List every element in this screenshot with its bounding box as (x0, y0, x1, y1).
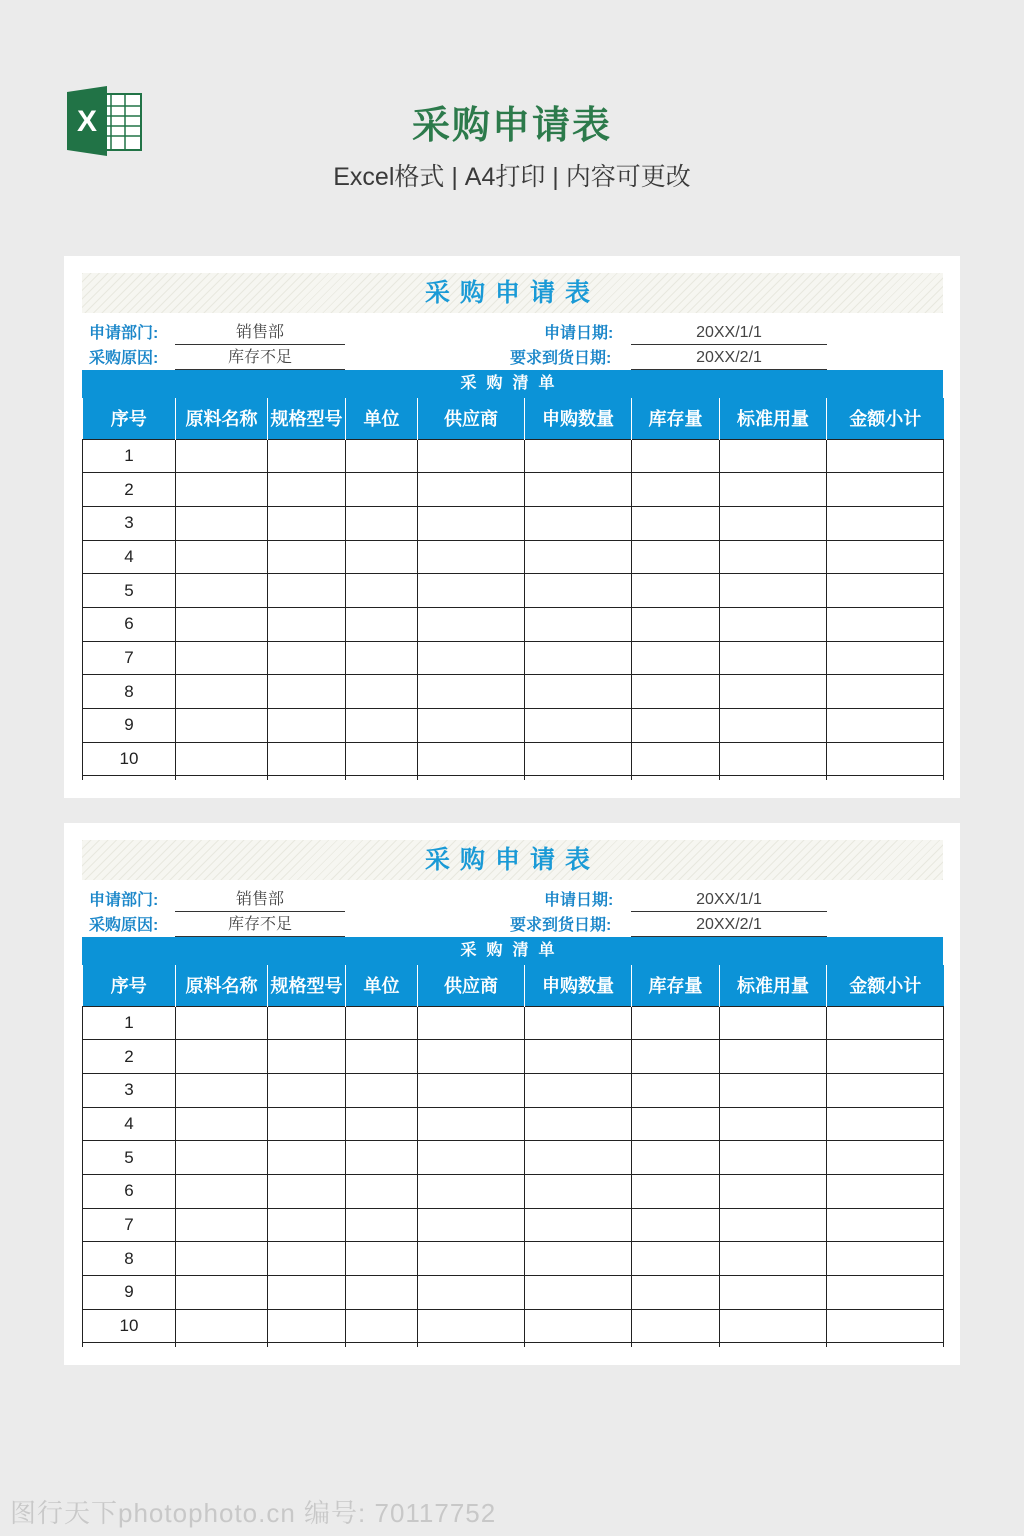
table-cell[interactable] (525, 1276, 632, 1310)
table-cell[interactable] (346, 742, 418, 776)
watermark: 图行天下photophoto.cn 编号: 70117752 (10, 1498, 497, 1528)
column-header: 库存量 (632, 965, 720, 1006)
table-cell[interactable] (268, 1107, 346, 1141)
table-cell[interactable] (346, 574, 418, 608)
table-cell[interactable] (418, 1141, 525, 1175)
table-cell[interactable] (418, 1309, 525, 1343)
page-title: 采购申请表 (411, 105, 612, 147)
column-header: 申购数量 (525, 965, 632, 1006)
table-cell[interactable] (346, 709, 418, 743)
table-cell[interactable] (176, 540, 268, 574)
table-row (83, 1208, 944, 1242)
table-cell (720, 1343, 827, 1347)
sheet-preview-1 (64, 256, 960, 798)
table-cell[interactable] (525, 641, 632, 675)
purchase-table (82, 398, 944, 780)
table-cell[interactable] (176, 709, 268, 743)
table-cell[interactable] (268, 1309, 346, 1343)
table-cell[interactable] (720, 1242, 827, 1276)
table-cell[interactable] (632, 1040, 720, 1074)
table-cell[interactable] (176, 506, 268, 540)
table-cell[interactable] (268, 1040, 346, 1074)
table-row-stub (83, 1343, 944, 1347)
due-date-value: 20XX/2/1 (631, 348, 827, 370)
row-number-cell[interactable]: 5 (83, 1141, 176, 1175)
table-cell[interactable] (418, 1174, 525, 1208)
reason-value: 库存不足 (175, 915, 345, 937)
table-row (83, 439, 944, 473)
row-number-cell[interactable]: 8 (83, 675, 176, 709)
table-cell[interactable] (418, 1242, 525, 1276)
table-cell[interactable] (525, 709, 632, 743)
table-cell[interactable] (720, 574, 827, 608)
reason-label: 采购原因: (89, 917, 159, 934)
table-cell (268, 776, 346, 780)
date-label: 申请日期: (544, 325, 614, 342)
table-cell[interactable] (176, 1040, 268, 1074)
dept-value: 销售部 (175, 323, 345, 345)
column-header: 库存量 (632, 398, 720, 439)
table-cell[interactable] (720, 742, 827, 776)
table-cell[interactable] (827, 574, 944, 608)
table-cell[interactable] (720, 709, 827, 743)
table-cell (176, 776, 268, 780)
column-header: 标准用量 (720, 965, 827, 1006)
table-cell[interactable] (176, 1174, 268, 1208)
table-cell[interactable] (525, 1006, 632, 1040)
table-cell[interactable] (827, 540, 944, 574)
table-cell[interactable] (827, 675, 944, 709)
table-cell[interactable] (632, 506, 720, 540)
table-cell[interactable] (632, 1242, 720, 1276)
column-header: 供应商 (418, 965, 525, 1006)
table-cell[interactable] (418, 1006, 525, 1040)
table-row (83, 540, 944, 574)
table-cell[interactable] (632, 473, 720, 507)
table-cell[interactable] (525, 675, 632, 709)
table-cell[interactable] (827, 709, 944, 743)
table-cell[interactable] (268, 439, 346, 473)
table-cell[interactable] (720, 1276, 827, 1310)
table-cell[interactable] (176, 1141, 268, 1175)
table-cell[interactable] (720, 540, 827, 574)
row-number-cell[interactable]: 2 (83, 473, 176, 507)
table-cell[interactable] (418, 742, 525, 776)
table-cell[interactable] (632, 540, 720, 574)
table-cell[interactable] (525, 473, 632, 507)
table-cell[interactable] (525, 1309, 632, 1343)
table-cell[interactable] (268, 540, 346, 574)
dept-label: 申请部门: (89, 325, 159, 342)
row-number-cell[interactable]: 10 (83, 742, 176, 776)
table-cell[interactable] (720, 1040, 827, 1074)
table-cell[interactable] (525, 1107, 632, 1141)
table-cell[interactable] (176, 742, 268, 776)
table-row (83, 1073, 944, 1107)
table-cell[interactable] (827, 439, 944, 473)
column-header: 规格型号 (268, 965, 346, 1006)
table-cell[interactable] (346, 540, 418, 574)
table-cell[interactable] (525, 1174, 632, 1208)
table-cell[interactable] (525, 506, 632, 540)
row-number-cell[interactable]: 1 (83, 439, 176, 473)
table-row-stub (83, 776, 944, 780)
table-cell[interactable] (346, 1208, 418, 1242)
table-cell[interactable] (525, 1073, 632, 1107)
table-cell[interactable] (176, 1276, 268, 1310)
table-cell[interactable] (176, 439, 268, 473)
list-title: 采购清单 (82, 937, 943, 965)
table-cell[interactable] (268, 473, 346, 507)
table-cell[interactable] (720, 1073, 827, 1107)
column-header: 序号 (83, 398, 176, 439)
table-cell[interactable] (827, 1107, 944, 1141)
table-cell (632, 1343, 720, 1347)
table-cell[interactable] (268, 506, 346, 540)
table-cell[interactable] (632, 641, 720, 675)
table-cell[interactable] (268, 1006, 346, 1040)
table-cell[interactable] (346, 473, 418, 507)
table-cell[interactable] (418, 709, 525, 743)
sheet-title: 采购申请表 (82, 273, 943, 313)
table-cell (268, 1343, 346, 1347)
table-cell[interactable] (268, 709, 346, 743)
table-cell[interactable] (720, 1006, 827, 1040)
table-cell[interactable] (268, 1073, 346, 1107)
table-cell[interactable] (176, 675, 268, 709)
table-row (83, 1174, 944, 1208)
row-number-cell[interactable]: 3 (83, 1073, 176, 1107)
table-cell[interactable] (632, 439, 720, 473)
sheet-title: 采购申请表 (82, 840, 943, 880)
row-number-cell[interactable]: 7 (83, 1208, 176, 1242)
row-number-cell[interactable]: 6 (83, 1174, 176, 1208)
table-cell[interactable] (418, 540, 525, 574)
table-cell[interactable] (346, 641, 418, 675)
table-cell[interactable] (827, 1040, 944, 1074)
table-cell[interactable] (827, 1242, 944, 1276)
row-number-cell[interactable]: 5 (83, 574, 176, 608)
row-number-cell[interactable]: 2 (83, 1040, 176, 1074)
table-cell[interactable] (176, 641, 268, 675)
table-cell[interactable] (827, 641, 944, 675)
column-header: 序号 (83, 965, 176, 1006)
table-cell[interactable] (176, 1309, 268, 1343)
list-title: 采购清单 (82, 370, 943, 398)
table-cell[interactable] (827, 473, 944, 507)
table-cell (418, 776, 525, 780)
table-cell[interactable] (346, 1107, 418, 1141)
table-cell[interactable] (525, 1040, 632, 1074)
dept-value: 销售部 (175, 890, 345, 912)
date-label: 申请日期: (544, 892, 614, 909)
table-cell[interactable] (268, 675, 346, 709)
table-cell[interactable] (632, 1309, 720, 1343)
date-value: 20XX/1/1 (631, 323, 827, 345)
table-cell[interactable] (827, 1174, 944, 1208)
table-cell[interactable] (632, 1208, 720, 1242)
table-cell[interactable] (346, 1174, 418, 1208)
table-cell[interactable] (346, 506, 418, 540)
table-cell[interactable] (720, 641, 827, 675)
table-row (83, 1107, 944, 1141)
table-cell[interactable] (525, 1208, 632, 1242)
row-number-cell[interactable]: 8 (83, 1242, 176, 1276)
column-header: 金额小计 (827, 398, 944, 439)
table-cell[interactable] (176, 1073, 268, 1107)
table-cell (346, 1343, 418, 1347)
table-cell (346, 776, 418, 780)
table-cell[interactable] (827, 506, 944, 540)
table-cell[interactable] (720, 1309, 827, 1343)
table-row (83, 1006, 944, 1040)
table-cell[interactable] (418, 607, 525, 641)
table-cell[interactable] (632, 1107, 720, 1141)
due-date-value: 20XX/2/1 (631, 915, 827, 937)
table-cell[interactable] (346, 1309, 418, 1343)
column-header: 金额小计 (827, 965, 944, 1006)
table-cell[interactable] (418, 574, 525, 608)
sheet-preview-2 (64, 823, 960, 1365)
table-cell[interactable] (346, 607, 418, 641)
table-cell[interactable] (632, 1006, 720, 1040)
reason-label: 采购原因: (89, 350, 159, 367)
table-row (83, 1040, 944, 1074)
table-cell[interactable] (720, 1174, 827, 1208)
table-cell[interactable] (346, 1006, 418, 1040)
table-row (83, 1309, 944, 1343)
table-cell[interactable] (268, 1276, 346, 1310)
table-cell[interactable] (346, 1040, 418, 1074)
table-row (83, 607, 944, 641)
table-row (83, 473, 944, 507)
table-cell[interactable] (418, 439, 525, 473)
excel-logo-letter: X (76, 105, 98, 138)
column-header: 供应商 (418, 398, 525, 439)
column-header: 标准用量 (720, 398, 827, 439)
table-cell[interactable] (176, 1107, 268, 1141)
table-cell (720, 776, 827, 780)
table-cell[interactable] (632, 742, 720, 776)
due-date-label: 要求到货日期: (510, 917, 612, 934)
table-cell[interactable] (525, 742, 632, 776)
table-cell[interactable] (268, 574, 346, 608)
table-cell (418, 1343, 525, 1347)
table-cell[interactable] (827, 607, 944, 641)
table-row (83, 574, 944, 608)
table-cell[interactable] (720, 506, 827, 540)
table-cell[interactable] (632, 574, 720, 608)
table-cell[interactable] (176, 473, 268, 507)
row-number-cell[interactable]: 4 (83, 1107, 176, 1141)
table-cell[interactable] (720, 607, 827, 641)
column-header: 原料名称 (176, 965, 268, 1006)
column-header: 规格型号 (268, 398, 346, 439)
table-cell[interactable] (346, 1073, 418, 1107)
table-cell[interactable] (176, 1006, 268, 1040)
table-cell[interactable] (632, 675, 720, 709)
table-cell (83, 776, 176, 780)
table-cell[interactable] (720, 1208, 827, 1242)
table-cell[interactable] (827, 1141, 944, 1175)
reason-value: 库存不足 (175, 348, 345, 370)
table-cell[interactable] (418, 506, 525, 540)
row-number-cell[interactable]: 9 (83, 1276, 176, 1310)
table-cell[interactable] (632, 1174, 720, 1208)
purchase-table (82, 965, 944, 1347)
column-header: 申购数量 (525, 398, 632, 439)
table-row (83, 641, 944, 675)
table-row (83, 742, 944, 776)
table-cell[interactable] (418, 675, 525, 709)
table-cell[interactable] (720, 473, 827, 507)
table-row (83, 1141, 944, 1175)
table-cell[interactable] (418, 641, 525, 675)
table-cell[interactable] (418, 1040, 525, 1074)
table-cell[interactable] (418, 1107, 525, 1141)
column-header: 原料名称 (176, 398, 268, 439)
table-cell[interactable] (346, 675, 418, 709)
table-cell[interactable] (268, 742, 346, 776)
table-cell[interactable] (827, 742, 944, 776)
table-cell[interactable] (418, 1073, 525, 1107)
table-cell[interactable] (720, 675, 827, 709)
table-cell[interactable] (418, 1276, 525, 1310)
table-row (83, 506, 944, 540)
row-number-cell[interactable]: 7 (83, 641, 176, 675)
dept-label: 申请部门: (89, 892, 159, 909)
table-cell (176, 1343, 268, 1347)
table-row (83, 709, 944, 743)
table-cell[interactable] (268, 1208, 346, 1242)
table-cell[interactable] (525, 540, 632, 574)
table-cell[interactable] (176, 1208, 268, 1242)
table-cell[interactable] (346, 1242, 418, 1276)
table-cell[interactable] (632, 1276, 720, 1310)
table-cell[interactable] (632, 1073, 720, 1107)
table-cell[interactable] (268, 1242, 346, 1276)
table-cell[interactable] (268, 1141, 346, 1175)
table-cell (83, 1343, 176, 1347)
row-number-cell[interactable]: 6 (83, 607, 176, 641)
table-cell[interactable] (176, 574, 268, 608)
column-header: 单位 (346, 965, 418, 1006)
table-cell[interactable] (525, 1242, 632, 1276)
table-cell[interactable] (827, 1208, 944, 1242)
table-cell[interactable] (268, 641, 346, 675)
due-date-label: 要求到货日期: (510, 350, 612, 367)
table-cell (827, 1343, 944, 1347)
table-cell[interactable] (720, 1141, 827, 1175)
table-row (83, 1242, 944, 1276)
table-cell (525, 1343, 632, 1347)
table-cell[interactable] (268, 1174, 346, 1208)
table-row (83, 675, 944, 709)
table-cell[interactable] (176, 607, 268, 641)
table-cell[interactable] (525, 439, 632, 473)
table-cell[interactable] (346, 1141, 418, 1175)
table-cell[interactable] (418, 1208, 525, 1242)
table-cell[interactable] (346, 439, 418, 473)
table-cell[interactable] (720, 1107, 827, 1141)
table-cell[interactable] (827, 1309, 944, 1343)
column-header: 单位 (346, 398, 418, 439)
table-cell[interactable] (418, 473, 525, 507)
page-subtitle: Excel格式 | A4打印 | 内容可更改 (333, 163, 691, 191)
table-cell[interactable] (632, 709, 720, 743)
table-cell[interactable] (268, 607, 346, 641)
table-cell[interactable] (525, 574, 632, 608)
table-cell[interactable] (632, 607, 720, 641)
table-cell[interactable] (346, 1276, 418, 1310)
row-number-cell[interactable]: 10 (83, 1309, 176, 1343)
table-cell[interactable] (632, 1141, 720, 1175)
row-number-cell[interactable]: 3 (83, 506, 176, 540)
row-number-cell[interactable]: 9 (83, 709, 176, 743)
date-value: 20XX/1/1 (631, 890, 827, 912)
table-cell[interactable] (827, 1276, 944, 1310)
table-cell[interactable] (525, 607, 632, 641)
row-number-cell[interactable]: 1 (83, 1006, 176, 1040)
table-cell[interactable] (720, 439, 827, 473)
table-cell (827, 776, 944, 780)
table-cell[interactable] (176, 1242, 268, 1276)
table-cell[interactable] (827, 1073, 944, 1107)
table-cell[interactable] (827, 1006, 944, 1040)
row-number-cell[interactable]: 4 (83, 540, 176, 574)
table-cell (632, 776, 720, 780)
table-row (83, 1276, 944, 1310)
table-cell[interactable] (525, 1141, 632, 1175)
table-cell (525, 776, 632, 780)
